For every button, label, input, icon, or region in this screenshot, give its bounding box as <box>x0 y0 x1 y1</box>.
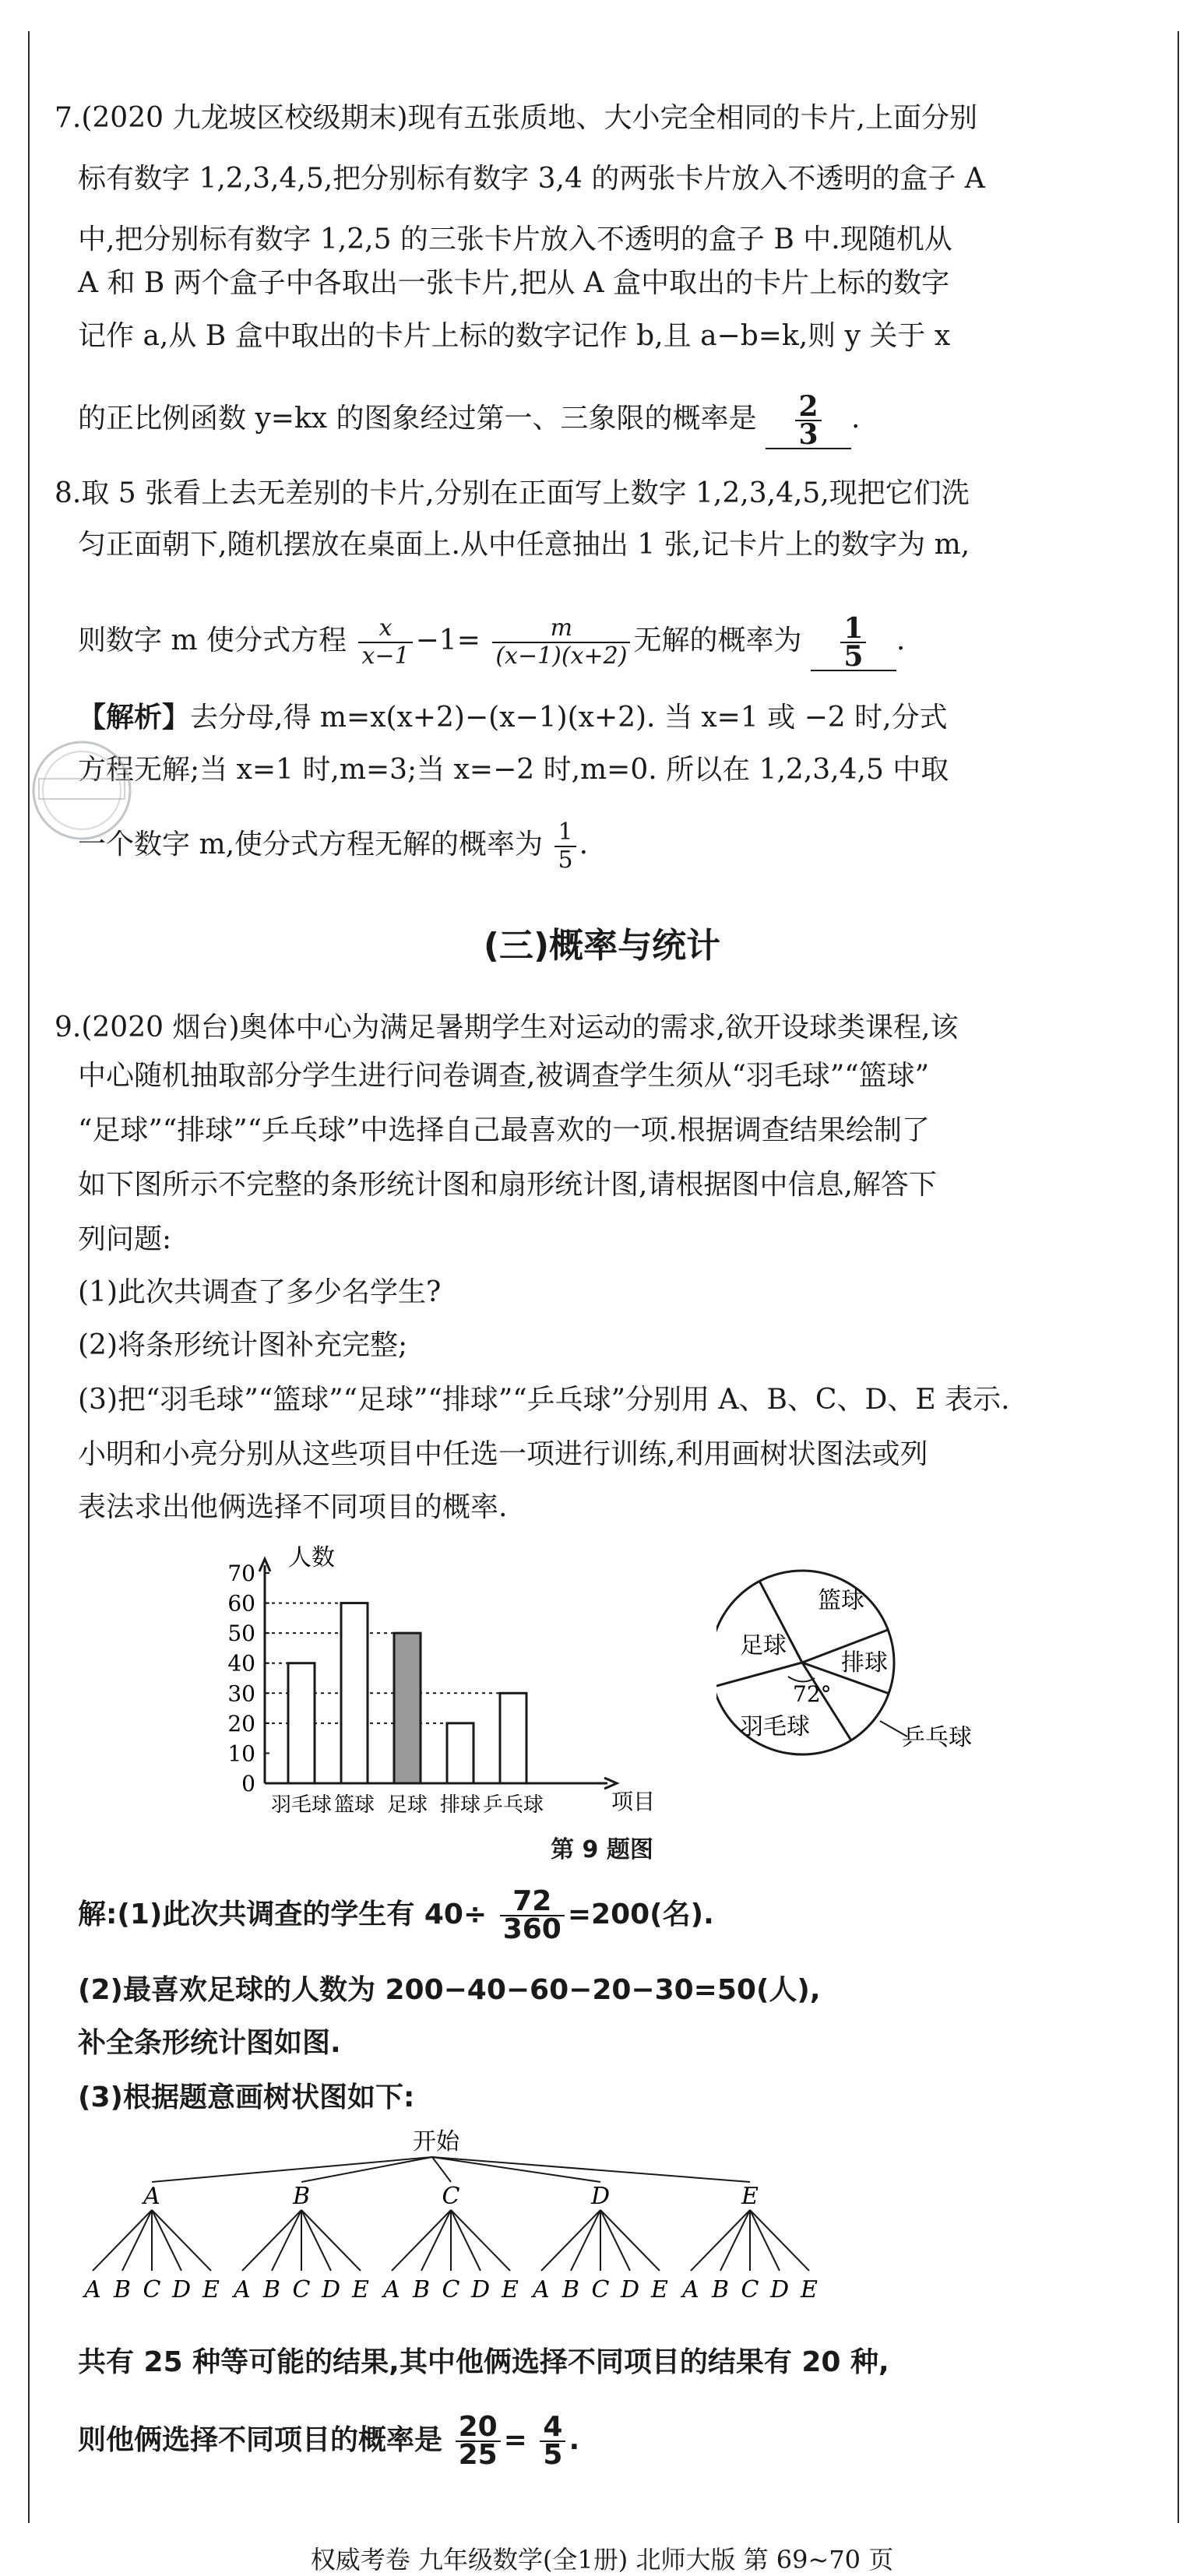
q7-answer-fraction <box>795 390 821 451</box>
tree-leaf-B: B <box>412 2276 431 2303</box>
q8-solution-label: 【解析】 <box>78 702 191 734</box>
y-tick-label: 40 <box>227 1650 255 1677</box>
q9-line-2: 中心随机抽取部分学生进行问卷调查,被调查学生须从“羽毛球”“篮球” <box>78 1060 930 1092</box>
y-tick-label: 0 <box>241 1771 255 1797</box>
tree-edge-leaf <box>392 2210 451 2271</box>
q9-part-3c: 表法求出他俩选择不同项目的概率. <box>78 1491 508 1523</box>
pie-label-basketball: 篮球 <box>818 1587 864 1614</box>
q7-line-6 <box>78 390 861 451</box>
tree-node-D: D <box>590 2183 611 2210</box>
tree-edge-leaf <box>600 2210 660 2271</box>
tree-leaf-D: D <box>620 2276 640 2303</box>
y-tick-label: 30 <box>227 1680 255 1707</box>
tree-edge-leaf <box>421 2210 451 2271</box>
tree-leaf-D: D <box>769 2276 790 2303</box>
q8-f1-numerator: x <box>378 614 393 642</box>
y-tick-label: 60 <box>227 1590 255 1617</box>
bar-5 <box>500 1693 526 1783</box>
q9-sol5-num2: 4 <box>543 2411 563 2443</box>
bar-chart-ylabel: 人数 <box>288 1544 335 1571</box>
tree-leaf-B: B <box>562 2276 580 2303</box>
tree-edge-leaf <box>93 2210 152 2271</box>
q8-solution-line-1 <box>78 699 948 737</box>
q9-sol5-end: . <box>569 2424 580 2456</box>
bar-1 <box>288 1663 315 1783</box>
q8-solution-period: . <box>579 829 589 860</box>
pie-angle-label: 72° <box>793 1681 832 1707</box>
q8-solution-line-3 <box>78 819 588 874</box>
q9-line-4: 如下图所示不完整的条形统计图和扇形统计图,请根据图中信息,解答下 <box>78 1169 937 1201</box>
q7-answer-numerator: 2 <box>798 390 819 423</box>
left-margin-rule <box>28 31 30 2523</box>
tree-leaf-C: C <box>741 2276 759 2303</box>
x-tick-label: 乒乓球 <box>482 1793 544 1817</box>
tree-leaf-C: C <box>292 2276 311 2303</box>
x-tick-label: 足球 <box>386 1793 428 1817</box>
q8-solution-line-2: 方程无解;当 x=1 时,m=3;当 x=−2 时,m=0. 所以在 1,2,3,4,5 中取 <box>78 754 949 786</box>
q9-sol5-fraction-2 <box>540 2411 565 2471</box>
q7-line-6-text: 的正比例函数 y=kx 的图象经过第一、三象限的概率是 <box>78 403 757 435</box>
pie-label-volleyball: 排球 <box>841 1649 888 1677</box>
tree-edge-leaf <box>541 2210 600 2271</box>
q8-answer-fraction <box>840 612 866 673</box>
tree-edge-leaf <box>571 2210 600 2271</box>
q9-solution-line-2b: 补全条形统计图如图. <box>78 2027 341 2059</box>
q8-solution-text-3: 一个数字 m,使分式方程无解的概率为 <box>78 829 544 860</box>
tree-edge-leaf <box>750 2210 780 2271</box>
y-tick-label: 50 <box>227 1621 255 1647</box>
q9-sol1-post: =200(名). <box>567 1899 714 1930</box>
q8-f1-denominator: x−1 <box>358 642 412 670</box>
q8-line-3-text: 则数字 m 使分式方程 <box>78 625 347 656</box>
tree-edge-leaf <box>600 2210 630 2271</box>
q9-sol5-den1: 25 <box>456 2441 501 2469</box>
tree-edge-leaf <box>152 2210 181 2271</box>
pie-label-badminton: 羽毛球 <box>740 1713 810 1740</box>
q7-line-4: A 和 B 两个盒子中各取出一张卡片,把从 A 盒中取出的卡片上标的数字 <box>78 267 950 299</box>
y-tick-label: 20 <box>227 1710 255 1737</box>
q9-part-1: (1)此次共调查了多少名学生? <box>78 1276 442 1308</box>
q8-answer-blank <box>811 612 896 673</box>
q7-answer-blank <box>766 390 851 451</box>
q9-solution-line-2: (2)最喜欢足球的人数为 200−40−60−20−30=50(人), <box>78 1974 821 2006</box>
q9-sol1-text: 解:(1)此次共调查的学生有 40÷ <box>78 1899 488 1930</box>
tree-leaf-D: D <box>470 2276 491 2303</box>
tree-leaf-E: E <box>202 2276 220 2303</box>
q9-solution-line-1 <box>78 1885 714 1945</box>
q9-line-1: 9.(2020 烟台)奥体中心为满足暑期学生对运动的需求,欲开设球类课程,该 <box>55 1012 959 1043</box>
tree-edge-leaf <box>301 2210 361 2271</box>
tree-leaf-C: C <box>442 2276 460 2303</box>
q9-part-3a: (3)把“羽毛球”“篮球”“足球”“排球”“乒乓球”分别用 A、B、C、D、E 表示. <box>78 1384 1010 1416</box>
tree-leaf-E: E <box>801 2276 818 2303</box>
bar-chart <box>210 1538 678 1834</box>
tree-leaf-B: B <box>711 2276 730 2303</box>
tree-edge-leaf <box>242 2210 301 2271</box>
page-footer: 权威考卷 九年级数学(全1册) 北师大版 第 69~70 页 <box>310 2545 894 2574</box>
tree-edge-leaf <box>720 2210 750 2271</box>
q8-line-3 <box>78 612 906 673</box>
tree-edge-root <box>432 2157 600 2182</box>
q8-period: . <box>896 625 906 656</box>
tree-leaf-C: C <box>143 2276 161 2303</box>
x-tick-label: 篮球 <box>333 1793 375 1817</box>
y-tick-label: 70 <box>227 1561 255 1586</box>
q9-solution-line-4: 共有 25 种等可能的结果,其中他俩选择不同项目的结果有 20 种, <box>78 2346 889 2378</box>
tree-edge-root <box>432 2157 750 2182</box>
q7-line-2: 标有数字 1,2,3,4,5,把分别标有数字 3,4 的两张卡片放入不透明的盒子 A <box>78 163 985 195</box>
tree-edge-leaf <box>152 2210 211 2271</box>
q8-solution-text-1: 去分母,得 m=x(x+2)−(x−1)(x+2). 当 x=1 或 −2 时,分式 <box>190 702 948 734</box>
tree-edge-leaf <box>691 2210 750 2271</box>
tree-leaf-A: A <box>383 2276 400 2303</box>
q7-line-5: 记作 a,从 B 盒中取出的卡片上标的数字记作 b,且 a−b=k,则 y 关于 x <box>78 320 951 352</box>
q8-fraction-1 <box>358 615 412 670</box>
tree-leaf-A: A <box>84 2276 101 2303</box>
pie-label-pingpong: 乒乓球 <box>902 1724 972 1751</box>
q8-f2-denominator: (x−1)(x+2) <box>492 642 630 670</box>
tree-leaf-A: A <box>234 2276 251 2303</box>
stamp-image <box>23 732 140 849</box>
q8-answer-denominator: 5 <box>840 642 866 670</box>
tree-edge-leaf <box>451 2210 481 2271</box>
tree-edge-root <box>301 2157 432 2182</box>
q9-sol1-denominator: 360 <box>500 1915 565 1943</box>
tree-diagram <box>78 2118 935 2352</box>
right-margin-rule <box>1178 31 1179 2523</box>
q7-period: . <box>850 403 861 435</box>
y-tick-label: 10 <box>227 1740 255 1767</box>
tree-leaf-D: D <box>321 2276 341 2303</box>
tree-node-E: E <box>741 2183 759 2210</box>
tree-leaf-E: E <box>651 2276 668 2303</box>
q9-sol5-eq: = <box>503 2424 527 2456</box>
q9-sol5-fraction-1 <box>456 2411 501 2471</box>
tree-leaf-E: E <box>502 2276 519 2303</box>
q9-sol5-text: 则他俩选择不同项目的概率是 <box>78 2424 443 2456</box>
tree-node-B: B <box>292 2183 311 2210</box>
q8-answer-numerator: 1 <box>843 612 864 645</box>
pie-label-football: 足球 <box>740 1632 787 1659</box>
bar-3 <box>394 1633 421 1783</box>
q9-part-3b: 小明和小亮分别从这些项目中任选一项进行训练,利用画树状图法或列 <box>78 1438 928 1470</box>
q8-mid: −1= <box>415 625 481 656</box>
tree-node-C: C <box>442 2183 460 2210</box>
section-heading: (三)概率与统计 <box>483 926 721 966</box>
q9-line-3: “足球”“排球”“乒乓球”中选择自己最喜欢的一项.根据调查结果绘制了 <box>78 1114 930 1146</box>
q9-sol5-num1: 20 <box>458 2411 498 2443</box>
q7-line-3: 中,把分别标有数字 1,2,5 的三张卡片放入不透明的盒子 B 中.现随机从 <box>78 223 952 255</box>
tree-root-label: 开始 <box>413 2128 459 2155</box>
q7-answer-denominator: 3 <box>795 420 821 448</box>
q9-part-2: (2)将条形统计图补充完整; <box>78 1329 408 1361</box>
tree-edge-root <box>432 2157 451 2182</box>
figure-caption: 第 9 题图 <box>551 1836 653 1863</box>
q9-sol1-fraction <box>500 1885 565 1945</box>
tree-node-A: A <box>143 2183 160 2210</box>
tree-leaf-E: E <box>352 2276 369 2303</box>
tree-leaf-A: A <box>682 2276 699 2303</box>
bar-chart-xlabel: 项目 <box>611 1789 656 1814</box>
q8-f2-numerator: m <box>550 614 573 642</box>
tree-leaf-B: B <box>262 2276 281 2303</box>
q8-line-2: 匀正面朝下,随机摆放在桌面上.从中任意抽出 1 张,记卡片上的数字为 m, <box>78 529 970 561</box>
tree-edge-leaf <box>272 2210 301 2271</box>
q9-solution-line-3: (3)根据题意画树状图如下: <box>78 2082 415 2113</box>
tree-leaf-C: C <box>591 2276 610 2303</box>
q9-sol5-den2: 5 <box>540 2441 565 2469</box>
tree-edge-leaf <box>451 2210 510 2271</box>
tree-leaf-B: B <box>113 2276 132 2303</box>
tree-leaf-D: D <box>171 2276 192 2303</box>
x-tick-label: 排球 <box>439 1793 481 1817</box>
x-tick-label: 羽毛球 <box>270 1793 333 1817</box>
q8-line-3-post: 无解的概率为 <box>633 625 802 656</box>
bar-4 <box>447 1723 474 1783</box>
q8-line-1: 8.取 5 张看上去无差别的卡片,分别在正面写上数字 1,2,3,4,5,现把它们洗 <box>55 477 970 509</box>
q9-line-5: 列问题: <box>78 1223 172 1255</box>
tree-edge-leaf <box>301 2210 331 2271</box>
q8-solution-fraction <box>554 819 576 874</box>
q8-fraction-2 <box>492 615 630 670</box>
tree-leaf-A: A <box>533 2276 550 2303</box>
tree-edge-root <box>152 2157 432 2182</box>
bar-2 <box>341 1603 368 1783</box>
q7-line-1: 7.(2020 九龙坡区校级期末)现有五张质地、大小完全相同的卡片,上面分别 <box>55 102 977 134</box>
q8-solution-denominator: 5 <box>554 846 576 874</box>
pie-chart <box>716 1561 1012 1787</box>
tree-edge-leaf <box>750 2210 809 2271</box>
tree-edge-leaf <box>122 2210 152 2271</box>
q8-solution-numerator: 1 <box>558 818 573 846</box>
q9-solution-line-5 <box>78 2411 580 2471</box>
q9-sol1-numerator: 72 <box>512 1885 552 1917</box>
